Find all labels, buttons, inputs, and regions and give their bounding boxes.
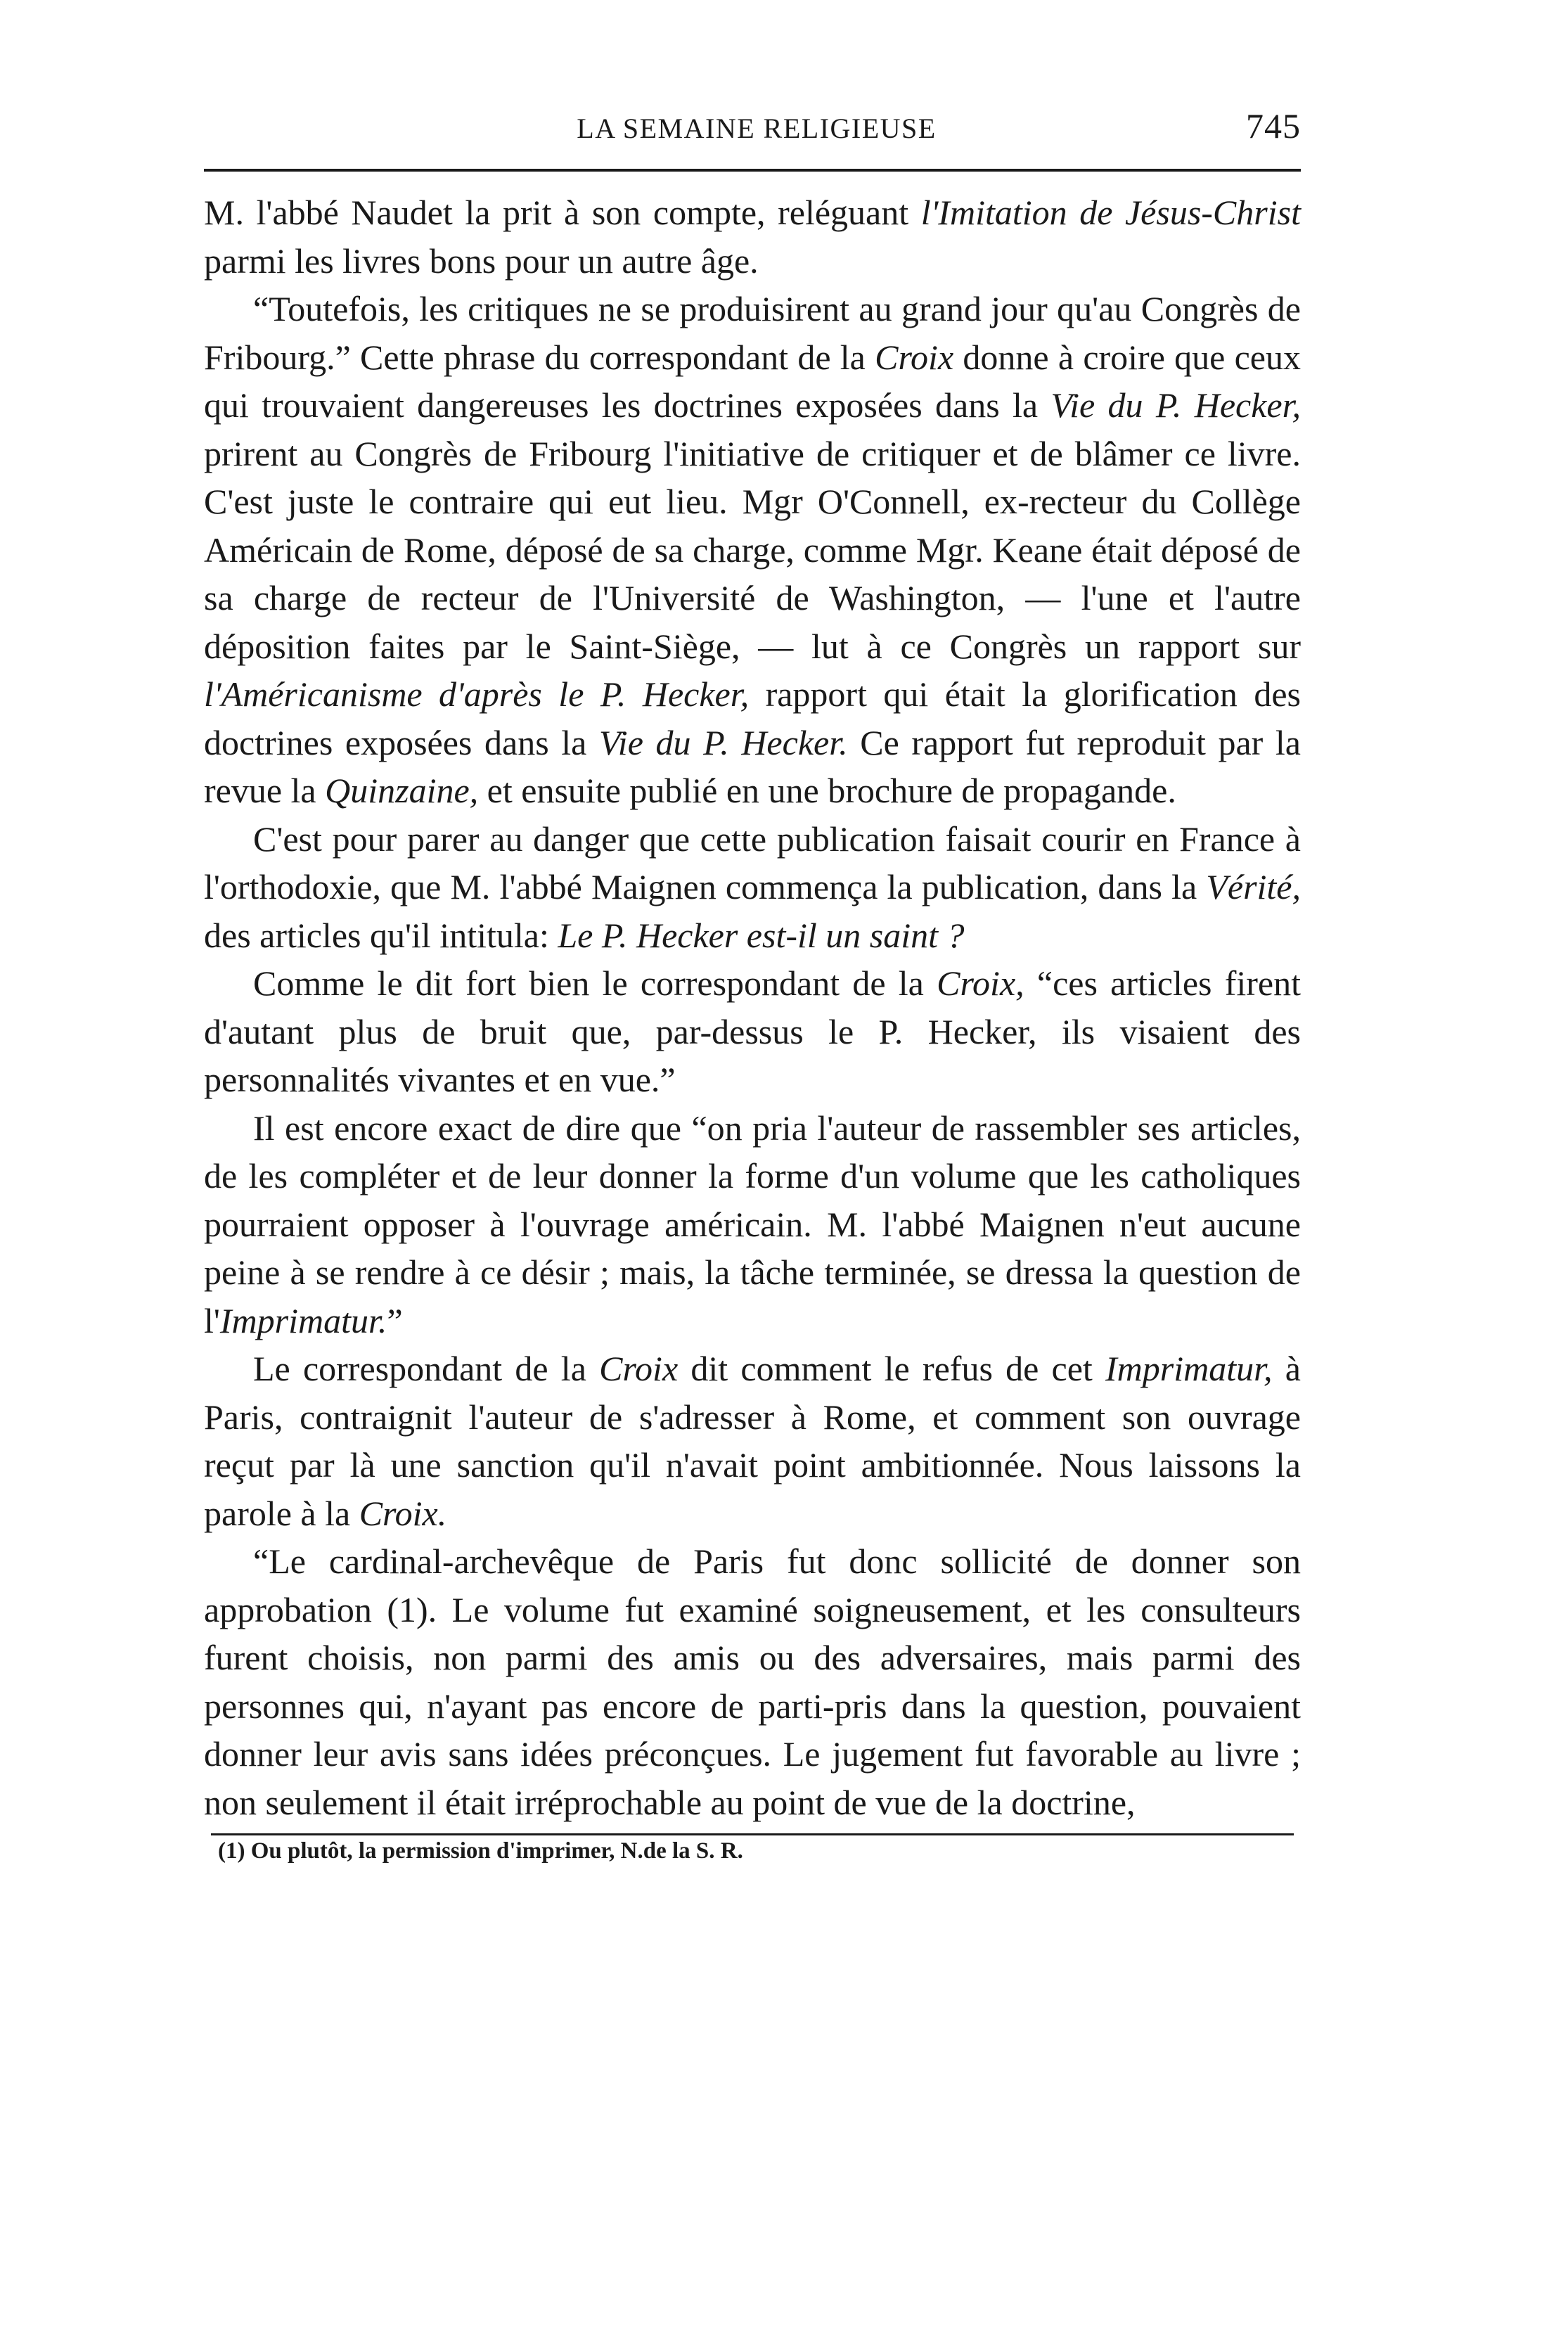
text-segment: Le correspondant de la xyxy=(253,1349,600,1388)
paragraph xyxy=(204,1345,1301,1537)
text-segment: Ce rapport fut reproduit par la revue la xyxy=(204,722,1301,810)
paragraph xyxy=(204,1537,1301,1826)
text-segment: “ces articles firent d'autant plus de bruit que, par-dessus le P. Hecker, ils visaient des personnalités vivantes et en vue.” xyxy=(204,963,1302,1099)
text-segment: Il est encore exact de dire que “on pria l'auteur de rassembler ses articles, de les compléter et de leur donner la forme d'un volume que les catholiques pourraient opposer à l'ouvrage américain. M. l'abbé Maignen n'eut aucune peine à se rendre à ce désir ; mais, la tâche terminée, se dressa la question de l' xyxy=(204,1108,1301,1340)
page-header xyxy=(204,105,1301,169)
document-page xyxy=(204,105,1301,1865)
footnote: (1) Ou plutôt, la permission d'imprimer, N.de la S. R. xyxy=(218,1838,743,1864)
italic-text: Croix. xyxy=(359,1493,447,1533)
text-segment: prirent au Congrès de Fribourg l'initiative de critiquer et de blâmer ce livre. C'est juste le contraire qui eut lieu. Mgr O'Connell, ex-recteur du Collège Américain de Rome, déposé de sa charge, comme Mgr. Keane était déposé de sa charge de recteur de l'Université de Washington, — l'une et l'autre déposition faites par le Saint-Siège, — lut à ce Congrès un rapport sur xyxy=(204,433,1301,666)
italic-text: Imprimatur, xyxy=(1105,1349,1273,1388)
footnote-rule xyxy=(211,1833,1294,1835)
italic-text: l'Imitation de Jésus-Christ xyxy=(920,193,1301,232)
header-rule xyxy=(204,169,1301,172)
paragraph xyxy=(204,285,1301,815)
text-segment: rapport qui était la glorification des doctrines exposées dans la xyxy=(204,674,1301,762)
text-segment: et ensuite publié en une brochure de propagande. xyxy=(478,771,1176,810)
text-segment: à Paris, contraignit l'auteur de s'adresser à Rome, et comment son ouvrage reçut par là une sanction qu'il n'avait point ambitionnée. Nous laissons la parole à la xyxy=(204,1349,1301,1533)
italic-text: Vie du P. Hecker. xyxy=(598,722,848,762)
text-segment: donne à croire que ceux qui trouvaient dangereuses les doctrines exposées dans la xyxy=(204,337,1301,425)
page-number: 745 xyxy=(1246,106,1301,146)
text-segment: des articles qu'il intitula: xyxy=(204,915,558,955)
text-segment: Comme le dit fort bien le correspondant de la xyxy=(253,963,937,1003)
text-segment: “Le cardinal-archevêque de Paris fut donc sollicité de donner son approbation (1). Le volume fut examiné soigneusement, et les consulteurs furent choisis, non parmi des amis ou des adversaires, mais parmi des personnes qui, n'ayant pas encore de parti-pris dans la question, pouvaient donner leur avis sans idées préconçues. Le jugement fut favorable au livre ; non seulement il était irréprochable au point de vue de la doctrine, xyxy=(204,1541,1301,1822)
body-text xyxy=(204,188,1301,1826)
text-segment: parmi les livres bons pour un autre âge. xyxy=(204,241,759,281)
italic-text: Vie du P. Hecker, xyxy=(1050,385,1302,425)
italic-text: Quinzaine, xyxy=(325,771,479,810)
text-segment: C'est pour parer au danger que cette publication faisait courir en France à l'orthodoxie, que M. l'abbé Maignen commença la publication, dans la xyxy=(204,819,1301,906)
italic-text: Imprimatur. xyxy=(219,1300,387,1340)
paragraph xyxy=(204,815,1301,960)
paragraph xyxy=(204,959,1301,1104)
italic-text: Croix xyxy=(599,1349,679,1388)
text-segment: “Toutefois, les critiques ne se produisirent au grand jour qu'au Congrès de Fribourg.” Cette phrase du correspondant de la xyxy=(204,289,1301,377)
italic-text: l'Américanisme d'après le P. Hecker, xyxy=(204,674,750,714)
italic-text: Croix xyxy=(875,337,954,377)
paragraph xyxy=(204,188,1301,285)
paragraph xyxy=(204,1104,1301,1345)
running-title: LA SEMAINE RELIGIEUSE xyxy=(577,113,937,144)
text-segment: dit comment le refus de cet xyxy=(678,1349,1106,1388)
text-segment: M. l'abbé Naudet la prit à son compte, reléguant xyxy=(204,193,921,232)
italic-text: Vérité, xyxy=(1206,867,1301,906)
italic-text: Le P. Hecker est-il un saint ? xyxy=(558,915,965,955)
italic-text: Croix, xyxy=(937,963,1024,1003)
text-segment: ” xyxy=(387,1300,403,1340)
